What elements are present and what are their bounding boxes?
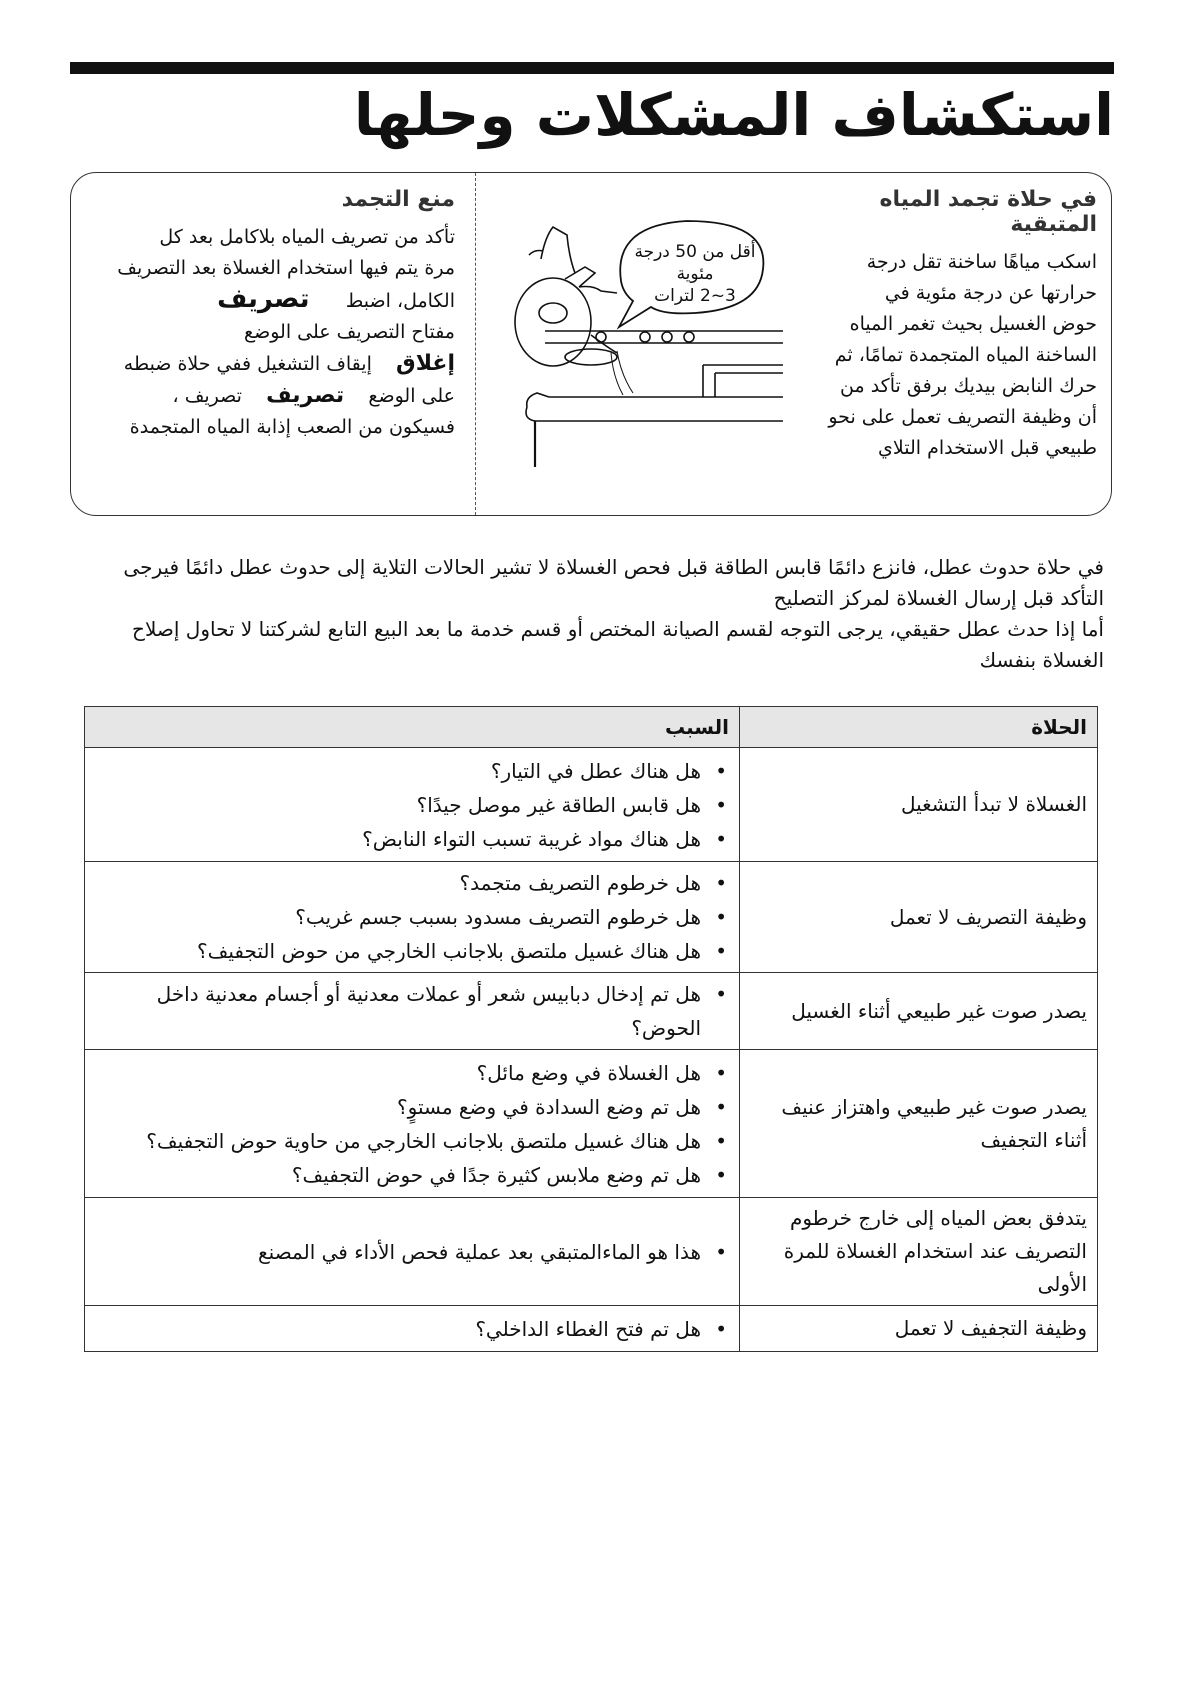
frozen-line: حرك النابض بيديك برفق تأكد من <box>840 375 1097 397</box>
cause-item: • هل خرطوم التصريف مسدود بسبب جسم غريب؟ <box>95 900 705 934</box>
frozen-water-text <box>797 247 1097 464</box>
header-condition: الحلاة <box>740 707 1098 748</box>
troubleshooting-table <box>84 706 1098 1352</box>
table-row <box>85 748 1098 862</box>
drain-label: تصريف <box>266 383 345 408</box>
cause-item: • هل تم وضع ملابس كثيرة جدًا في حوض التجفيف؟ <box>95 1158 705 1192</box>
cause-cell <box>85 973 740 1050</box>
prevent-text: على الوضع <box>368 385 455 407</box>
cause-item: • هل هناك مواد غريبة تسبب التواء النابض؟ <box>95 822 705 856</box>
note-line: التأكد قبل إرسال الغسلاة لمركز التصليح <box>773 586 1104 610</box>
cause-item: • هل تم إدخال دبابيس شعر أو عملات معدنية أو أجسام معدنية داخل الحوض؟ <box>95 977 705 1045</box>
prevent-text: إيقاف التشغيل ففي حلاة ضبطه <box>123 353 372 375</box>
cause-item: • هل هناك غسيل ملتصق بلاجانب الخارجي من حاوية حوض التجفيف؟ <box>95 1124 705 1158</box>
table-header-row <box>85 707 1098 748</box>
close-label: إغلاق <box>396 351 455 376</box>
cause-item: • هل قابس الطاقة غير موصل جيدًا؟ <box>95 788 705 822</box>
condition-cell: يصدر صوت غير طبيعي واهتزاز عنيف أثناء التجفيف <box>740 1050 1098 1198</box>
table-row <box>85 1198 1098 1306</box>
cause-list <box>95 977 729 1045</box>
frozen-water-section <box>797 187 1097 464</box>
frozen-line: طبيعي قبل الاستخدام التلاي <box>878 437 1097 459</box>
cause-item: • هل خرطوم التصريف متجمد؟ <box>95 866 705 900</box>
table-row <box>85 973 1098 1050</box>
note-line: أما إذا حدث عطل حقيقي، يرجى التوجه لقسم الصيانة المختص أو قسم خدمة ما بعد البيع التابع لشركتنا لا تحاول إصلاح <box>132 617 1104 641</box>
cause-list <box>95 866 729 968</box>
cause-item: • هذا هو الماءالمتبقي بعد عملية فحص الأداء في المصنع <box>95 1235 705 1269</box>
bubble-line: 3~2 لترات <box>654 286 736 306</box>
prevent-line: مفتاح التصريف على الوضع <box>243 321 455 343</box>
frozen-line: حوض الغسيل بحيث تغمر المياه <box>849 313 1097 335</box>
frozen-line: حرارتها عن درجة مئوية في <box>884 282 1097 304</box>
prevent-text: الكامل، اضبط <box>345 290 455 312</box>
cause-item: • هل هناك عطل في التيار؟ <box>95 754 705 788</box>
page-title: استكشاف المشكلات وحلها <box>353 81 1114 149</box>
cause-item: • هل تم وضع السدادة في وضع مستوٍ؟ <box>95 1090 705 1124</box>
condition-cell: يتدفق بعض المياه إلى خارج خرطوم التصريف عند استخدام الغسلاة للمرة الأولى <box>740 1198 1098 1306</box>
condition-cell: وظيفة التصريف لا تعمل <box>740 862 1098 973</box>
bubble-line: أقل من 50 درجة <box>634 242 756 262</box>
cause-cell <box>85 1050 740 1198</box>
condition-cell: يصدر صوت غير طبيعي أثناء الغسيل <box>740 973 1098 1050</box>
bubble-temperature <box>631 241 759 307</box>
prevent-line <box>95 348 455 380</box>
top-rule <box>70 62 1114 74</box>
prevent-freezing-section <box>95 187 455 443</box>
table-row <box>85 1306 1098 1352</box>
prevent-line <box>95 380 455 412</box>
malfunction-note <box>94 552 1104 676</box>
condition-cell: الغسلاة لا تبدأ التشغيل <box>740 748 1098 862</box>
cause-item: • هل الغسلاة في وضع مائل؟ <box>95 1056 705 1090</box>
table-row <box>85 1050 1098 1198</box>
cause-cell <box>85 748 740 862</box>
drain-label: تصريف <box>217 284 310 314</box>
kettle-pouring-illustration <box>483 207 793 479</box>
prevent-line: تأكد من تصريف المياه بلاكامل بعد كل <box>159 226 455 248</box>
freeze-info-box <box>70 172 1112 516</box>
cause-list <box>95 1056 729 1192</box>
note-line: الغسلاة بنفسك <box>979 648 1104 672</box>
cause-item: • هل تم فتح الغطاء الداخلي؟ <box>95 1312 705 1346</box>
frozen-line: اسكب مياهًا ساخنة تقل درجة <box>866 251 1097 273</box>
box-divider <box>475 173 476 515</box>
prevent-freezing-heading: منع التجمد <box>341 187 455 212</box>
prevent-freezing-text <box>95 222 455 443</box>
cause-list <box>95 754 729 856</box>
cause-cell <box>85 862 740 973</box>
bubble-line: مئوية <box>676 264 714 284</box>
frozen-line: أن وظيفة التصريف تعمل على نحو <box>828 406 1097 428</box>
table-row <box>85 862 1098 973</box>
header-cause: السبب <box>85 707 740 748</box>
cause-cell <box>85 1306 740 1352</box>
condition-cell: وظيفة التجفيف لا تعمل <box>740 1306 1098 1352</box>
prevent-text: تصريف ، <box>172 385 242 407</box>
prevent-line: فسيكون من الصعب إذابة المياه المتجمدة <box>129 416 455 438</box>
frozen-water-heading: في حلاة تجمد المياه المتبقية <box>879 187 1097 237</box>
cause-list <box>95 1312 729 1346</box>
note-line: في حلاة حدوث عطل، فانزع دائمًا قابس الطاقة قبل فحص الغسلاة لا تشير الحالات التلاية إلى حدوث عطل دائمًا فيرجى <box>123 555 1104 579</box>
prevent-line: مرة يتم فيها استخدام الغسلاة بعد التصريف <box>117 257 455 279</box>
cause-cell <box>85 1198 740 1306</box>
cause-item: • هل هناك غسيل ملتصق بلاجانب الخارجي من حوض التجفيف؟ <box>95 934 705 968</box>
cause-list <box>95 1235 729 1269</box>
frozen-line: الساخنة المياه المتجمدة تمامًا، ثم <box>834 344 1097 366</box>
prevent-line <box>95 284 455 317</box>
